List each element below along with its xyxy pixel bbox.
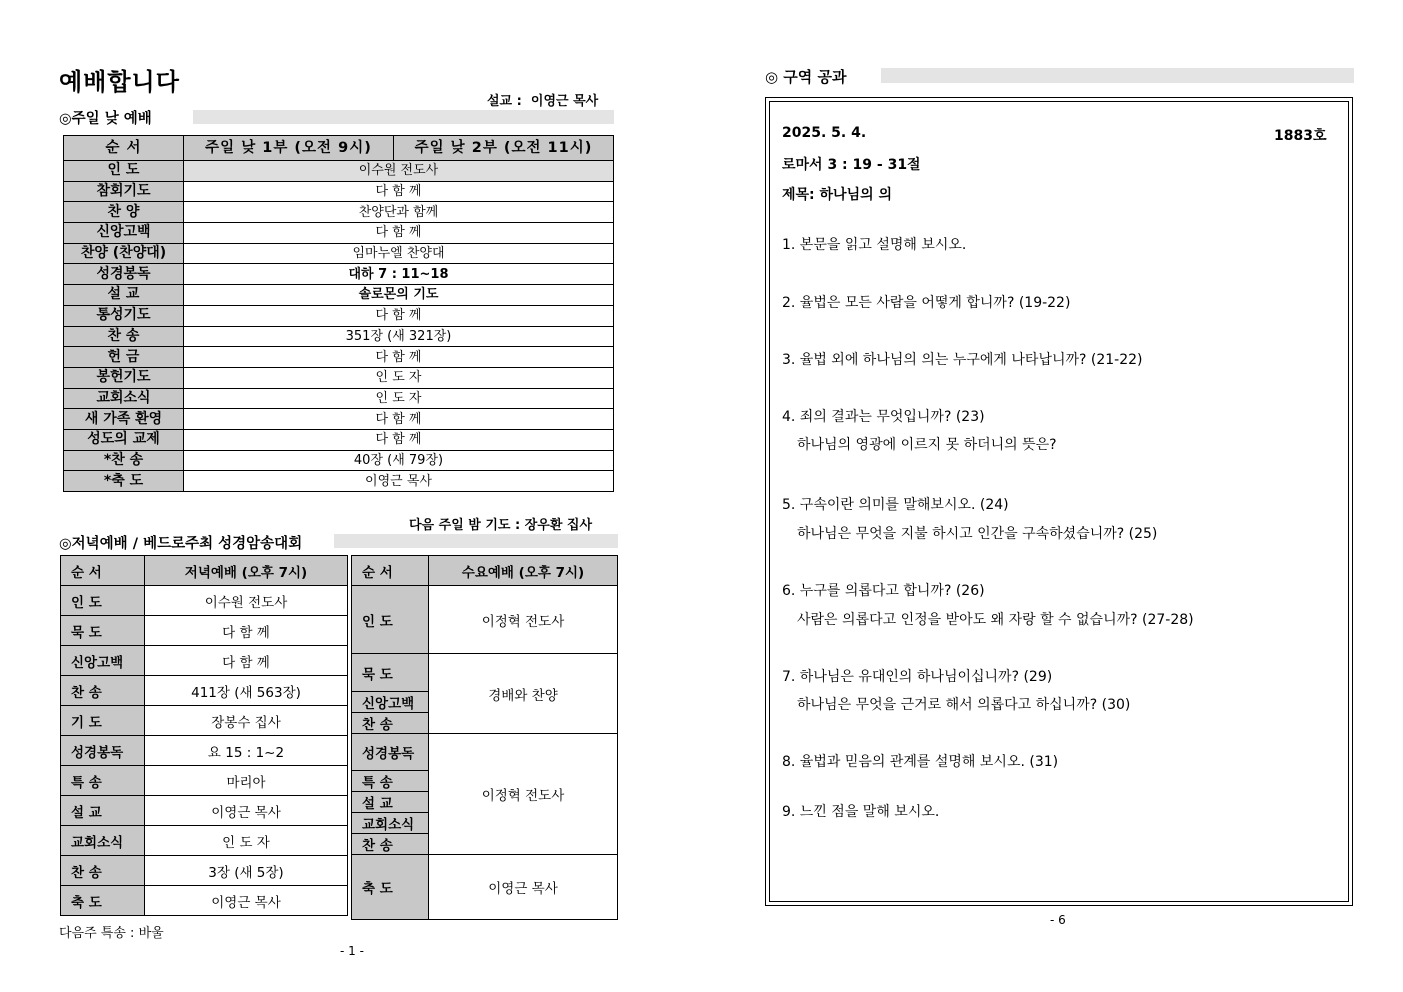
row-value: 장봉수 집사 <box>145 706 348 736</box>
row-value: 다 함 께 <box>145 646 348 676</box>
table-row <box>61 646 348 676</box>
next-prayer-note: 다음 주일 밤 기도 : 장우환 집사 <box>409 518 593 533</box>
row-label: 교회소식 <box>64 388 184 409</box>
row-label: 찬 송 <box>352 713 429 734</box>
question-7-sub: 하나님은 무엇을 근거로 해서 의롭다고 하십니까? (30) <box>797 697 1131 713</box>
table-row <box>64 388 614 409</box>
row-value: 이정혁 전도사 <box>429 734 618 855</box>
question-8: 8. 율법과 믿음의 관계를 설명해 보시오. (31) <box>782 754 1059 770</box>
row-value: 이정혁 전도사 <box>429 586 618 654</box>
row-label: 기 도 <box>61 706 145 736</box>
row-label: 성경봉독 <box>352 734 429 771</box>
table-row <box>61 586 348 616</box>
row-value: 351장 (새 321장) <box>184 326 614 347</box>
issue-number: 1883호 <box>1274 128 1327 144</box>
row-value: 인 도 자 <box>184 367 614 388</box>
table-row <box>64 409 614 430</box>
table-row <box>64 243 614 264</box>
table-row <box>64 285 614 306</box>
preacher-label: 설교 : 이영근 목사 <box>487 94 599 109</box>
special-song-note: 다음주 특송 : 바울 <box>59 926 164 941</box>
question-3: 3. 율법 외에 하나님의 의는 누구에게 나타납니까? (21-22) <box>782 352 1143 368</box>
table-row <box>64 326 614 347</box>
question-9: 9. 느낀 점을 말해 보시오. <box>782 804 940 820</box>
scripture-passage: 로마서 3 : 19 - 31절 <box>782 157 921 173</box>
row-label: 설 교 <box>64 285 184 306</box>
question-5: 5. 구속이란 의미를 말해보시오. (24) <box>782 497 1009 513</box>
table-row <box>61 856 348 886</box>
row-label: 특 송 <box>352 771 429 792</box>
row-label: 교회소식 <box>61 826 145 856</box>
row-label: 찬 송 <box>61 856 145 886</box>
table-row <box>61 616 348 646</box>
table-row <box>61 766 348 796</box>
evening-col-order-header: 순 서 <box>61 556 145 586</box>
sunday-header-bar <box>193 110 614 124</box>
row-label: 찬 양 <box>64 202 184 223</box>
table-row <box>64 181 614 202</box>
question-1: 1. 본문을 읽고 설명해 보시오. <box>782 237 967 253</box>
table-row <box>64 202 614 223</box>
row-value: 요 15 : 1~2 <box>145 736 348 766</box>
row-value: 임마누엘 찬양대 <box>184 243 614 264</box>
row-value: 이수원 전도사 <box>145 586 348 616</box>
sunday-section-header: ◎주일 낮 예배 <box>59 111 152 127</box>
table-row <box>352 654 618 692</box>
row-label: 성도의 교제 <box>64 429 184 450</box>
evening-order-table <box>60 555 348 916</box>
row-label: 찬양 (찬양대) <box>64 243 184 264</box>
row-label: 신앙고백 <box>352 692 429 713</box>
row-value: 411장 (새 563장) <box>145 676 348 706</box>
row-value: 이영근 목사 <box>429 855 618 920</box>
evening-header-bar <box>334 534 618 548</box>
row-value: 경배와 찬양 <box>429 654 618 734</box>
row-label: 신앙고백 <box>61 646 145 676</box>
wed-col-order-header: 순 서 <box>352 556 429 586</box>
row-value: 찬양단과 함께 <box>184 202 614 223</box>
col-service2-header: 주일 낮 2부 (오전 11시) <box>394 136 614 161</box>
row-label: 신앙고백 <box>64 223 184 244</box>
study-section-header: ◎ 구역 공과 <box>765 68 847 86</box>
sunday-order-table <box>63 135 614 492</box>
table-row <box>61 886 348 916</box>
row-label: *찬 송 <box>64 450 184 471</box>
study-date: 2025. 5. 4. <box>782 125 867 141</box>
row-value: 다 함 께 <box>184 429 614 450</box>
row-label: 인 도 <box>61 586 145 616</box>
table-row <box>352 734 618 771</box>
row-label: 설 교 <box>61 796 145 826</box>
row-value: 솔로몬의 기도 <box>184 285 614 306</box>
row-label: 축 도 <box>61 886 145 916</box>
table-row <box>61 706 348 736</box>
table-row <box>64 429 614 450</box>
row-label: 헌 금 <box>64 347 184 368</box>
question-6: 6. 누구를 의롭다고 합니까? (26) <box>782 583 985 599</box>
row-value: 대하 7 : 11~18 <box>184 264 614 285</box>
row-label: 참회기도 <box>64 181 184 202</box>
question-4-sub: 하나님의 영광에 이르지 못 하더니의 뜻은? <box>797 437 1057 453</box>
page-title: 예배합니다 <box>59 68 180 96</box>
row-value: 3장 (새 5장) <box>145 856 348 886</box>
evening-col-service-header: 저녁예배 (오후 7시) <box>145 556 348 586</box>
row-value: 이영근 목사 <box>184 471 614 492</box>
study-subject: 제목: 하나님의 의 <box>782 187 893 203</box>
row-value: 다 함 께 <box>184 347 614 368</box>
question-7: 7. 하나님은 유대인의 하나님이십니까? (29) <box>782 669 1053 685</box>
row-value: 40장 (새 79장) <box>184 450 614 471</box>
evening-section-header: ◎저녁예배 / 베드로주최 성경암송대회 <box>59 536 303 552</box>
table-row <box>61 736 348 766</box>
row-value: 다 함 께 <box>145 616 348 646</box>
col-order-header: 순 서 <box>64 136 184 161</box>
table-row <box>352 855 618 920</box>
row-value: 마리아 <box>145 766 348 796</box>
table-row <box>64 305 614 326</box>
row-label: 찬 송 <box>352 834 429 855</box>
row-label: 인 도 <box>352 586 429 654</box>
row-value: 이수원 전도사 <box>184 161 614 182</box>
row-value: 이영근 목사 <box>145 796 348 826</box>
table-row <box>64 223 614 244</box>
table-row <box>64 450 614 471</box>
wed-col-service-header: 수요예배 (오후 7시) <box>429 556 618 586</box>
row-value: 인 도 자 <box>145 826 348 856</box>
question-5-sub: 하나님은 무엇을 지불 하시고 인간을 구속하셨습니까? (25) <box>797 526 1158 542</box>
question-2: 2. 율법은 모든 사람을 어떻게 합니까? (19-22) <box>782 295 1071 311</box>
table-row <box>352 586 618 654</box>
question-4: 4. 죄의 결과는 무엇입니까? (23) <box>782 409 985 425</box>
row-label: 묵 도 <box>61 616 145 646</box>
row-label: 새 가족 환영 <box>64 409 184 430</box>
col-service1-header: 주일 낮 1부 (오전 9시) <box>184 136 394 161</box>
right-page-number: - 6 <box>1050 913 1066 927</box>
row-label: 성경봉독 <box>61 736 145 766</box>
row-label: 묵 도 <box>352 654 429 692</box>
table-row <box>61 796 348 826</box>
row-label: 봉헌기도 <box>64 367 184 388</box>
row-value: 다 함 께 <box>184 181 614 202</box>
question-6-sub: 사람은 의롭다고 인정을 받아도 왜 자랑 할 수 없습니까? (27-28) <box>797 612 1194 628</box>
row-value: 다 함 께 <box>184 223 614 244</box>
row-value: 다 함 께 <box>184 305 614 326</box>
table-row <box>64 264 614 285</box>
row-label: 찬 송 <box>64 326 184 347</box>
study-header-bar <box>881 68 1354 83</box>
row-label: 통성기도 <box>64 305 184 326</box>
row-label: 설 교 <box>352 792 429 813</box>
row-label: 성경봉독 <box>64 264 184 285</box>
table-row <box>64 347 614 368</box>
table-row <box>64 161 614 182</box>
table-row <box>64 471 614 492</box>
row-label: 교회소식 <box>352 813 429 834</box>
row-label: 인 도 <box>64 161 184 182</box>
row-label: 축 도 <box>352 855 429 920</box>
row-label: 찬 송 <box>61 676 145 706</box>
table-row <box>64 367 614 388</box>
table-row <box>61 826 348 856</box>
wednesday-order-table <box>351 555 618 920</box>
left-page-number: - 1 - <box>340 944 364 958</box>
row-value: 다 함 께 <box>184 409 614 430</box>
row-value: 인 도 자 <box>184 388 614 409</box>
table-row <box>61 676 348 706</box>
row-label: *축 도 <box>64 471 184 492</box>
row-label: 특 송 <box>61 766 145 796</box>
row-value: 이영근 목사 <box>145 886 348 916</box>
